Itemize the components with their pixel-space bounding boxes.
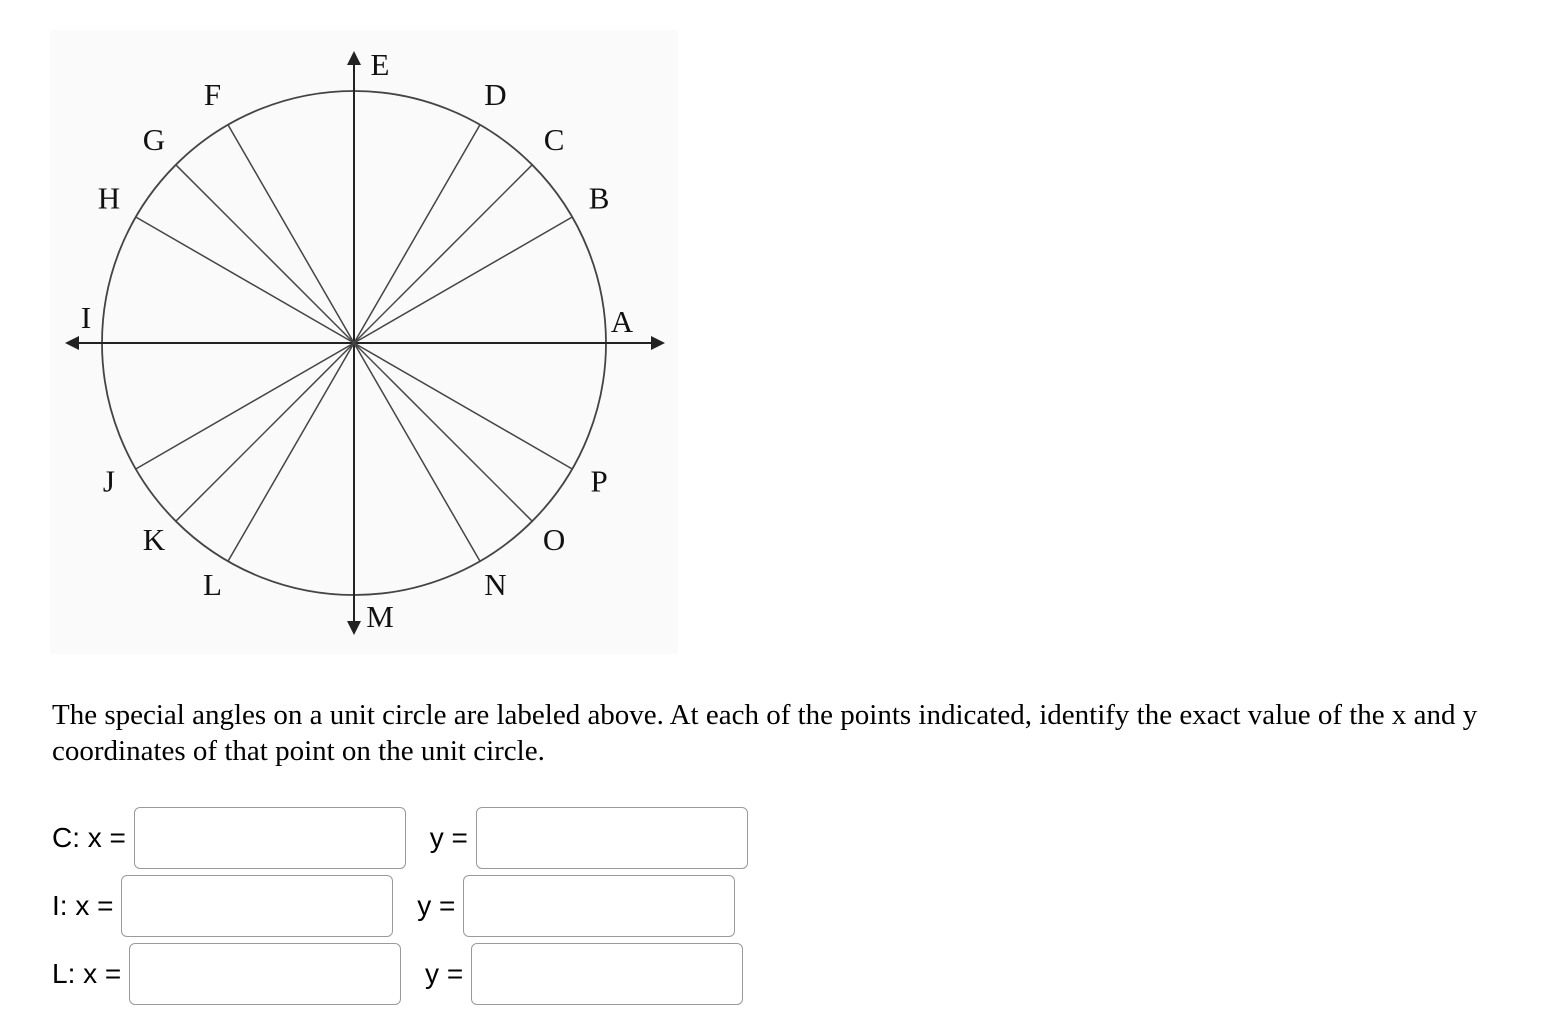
point-label-b: B: [588, 180, 610, 216]
answer-row-i: [52, 875, 735, 937]
point-label-e: E: [370, 47, 390, 83]
unit-circle-figure: [50, 30, 678, 654]
radius-line-c: [354, 165, 532, 343]
question-prompt: The special angles on a unit circle are labeled above. At each of the points indicated, identify the exact value of the x and y coordinates of that point on the unit circle.: [52, 699, 1478, 767]
radius-line-g: [176, 165, 354, 343]
answer-row-c: [52, 807, 748, 869]
point-label-g: G: [142, 121, 166, 157]
unit-circle-diagram: [50, 30, 678, 654]
radius-line-d: [354, 125, 480, 343]
point-label-o: O: [542, 522, 566, 558]
point-label-l: L: [203, 567, 222, 603]
point-i-y-label: y =: [417, 890, 464, 921]
point-l-y-label: y =: [425, 958, 471, 989]
point-i-y-input[interactable]: [463, 875, 735, 937]
point-l-x-input[interactable]: [129, 943, 401, 1005]
point-label-n: N: [484, 567, 507, 603]
radius-line-f: [228, 125, 354, 343]
answer-row-l: [52, 943, 743, 1005]
point-i-x-input[interactable]: [121, 875, 393, 937]
radius-line-o: [354, 343, 532, 521]
point-label-c: C: [543, 121, 565, 157]
radius-line-k: [176, 343, 354, 521]
point-c-y-label: y =: [429, 822, 476, 853]
radius-line-h: [136, 217, 354, 343]
point-label-k: K: [142, 522, 166, 558]
point-label-f: F: [203, 77, 222, 113]
point-c-x-label: C: x =: [52, 822, 134, 853]
point-label-h: H: [97, 180, 121, 216]
radius-line-n: [354, 343, 480, 561]
point-l-y-input[interactable]: [471, 943, 743, 1005]
point-label-d: D: [484, 77, 507, 113]
radius-line-b: [354, 217, 572, 343]
radius-line-j: [136, 343, 354, 469]
radius-line-l: [228, 343, 354, 561]
point-i-x-label: I: x =: [52, 890, 122, 921]
point-label-p: P: [590, 463, 608, 499]
radius-line-p: [354, 343, 572, 469]
point-label-m: M: [366, 599, 394, 635]
point-label-a: A: [610, 304, 634, 340]
point-label-j: J: [102, 463, 115, 499]
point-label-i: I: [80, 300, 92, 336]
point-c-x-input[interactable]: [134, 807, 406, 869]
point-c-y-input[interactable]: [476, 807, 748, 869]
point-l-x-label: L: x =: [52, 958, 130, 989]
